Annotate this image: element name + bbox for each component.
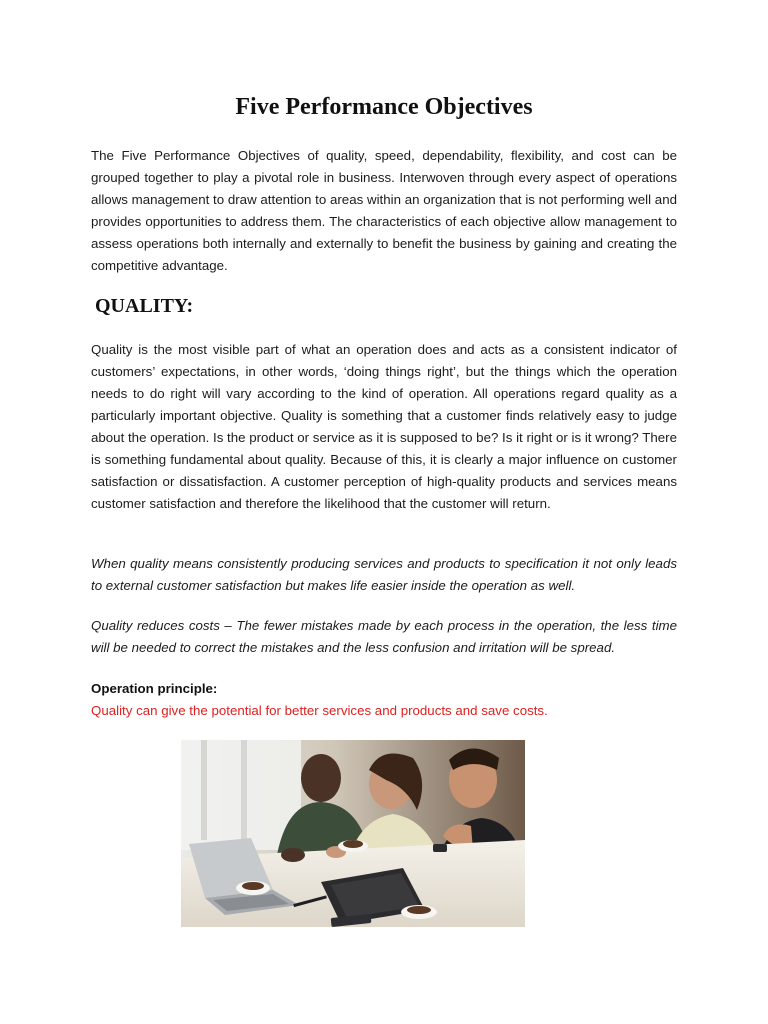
document-title: Five Performance Objectives (235, 94, 533, 120)
section-heading-quality: QUALITY: (95, 295, 194, 317)
operation-principle-text: Quality can give the potential for better services and products and save costs. (91, 703, 548, 718)
team-meeting-photo (181, 740, 525, 927)
intro-paragraph: The Five Performance Objectives of quality, speed, dependability, flexibility, and cost can be grouped together to play a pivotal role in business. Interwoven through every aspect of operations allows management to draw attention to areas within an organization that is not performing well and provides opportunities to address them. The characteristics of each objective allow management to assess operations both internally and externally to benefit the business by gaining and creating the competitive advantage. (91, 148, 677, 273)
italic-paragraph-costs: Quality reduces costs – The fewer mistakes made by each process in the operation, the less time will be needed to correct the mistakes and the less confusion and irritation will be spread. (91, 618, 677, 655)
italic-paragraph-satisfaction: When quality means consistently producing services and products to specification it not only leads to external customer satisfaction but makes life easier inside the operation as well. (91, 556, 677, 593)
operation-principle-label: Operation principle: (91, 681, 218, 696)
quality-paragraph: Quality is the most visible part of what an operation does and acts as a consistent indicator of customers’ expectations, in other words, ‘doing things right’, but the things which the operation needs to do right will vary according to the kind of operation. All operations regard quality as a particularly important objective. Quality is something that a customer finds relatively easy to judge about the operation. Is the product or service as it is supposed to be? Is it right or is it wrong? There is something fundamental about quality. Because of this, it is clearly a major influence on customer satisfaction or dissatisfaction. A customer perception of high-quality products and services means customer satisfaction and therefore the likelihood that the customer will return. (91, 342, 677, 511)
